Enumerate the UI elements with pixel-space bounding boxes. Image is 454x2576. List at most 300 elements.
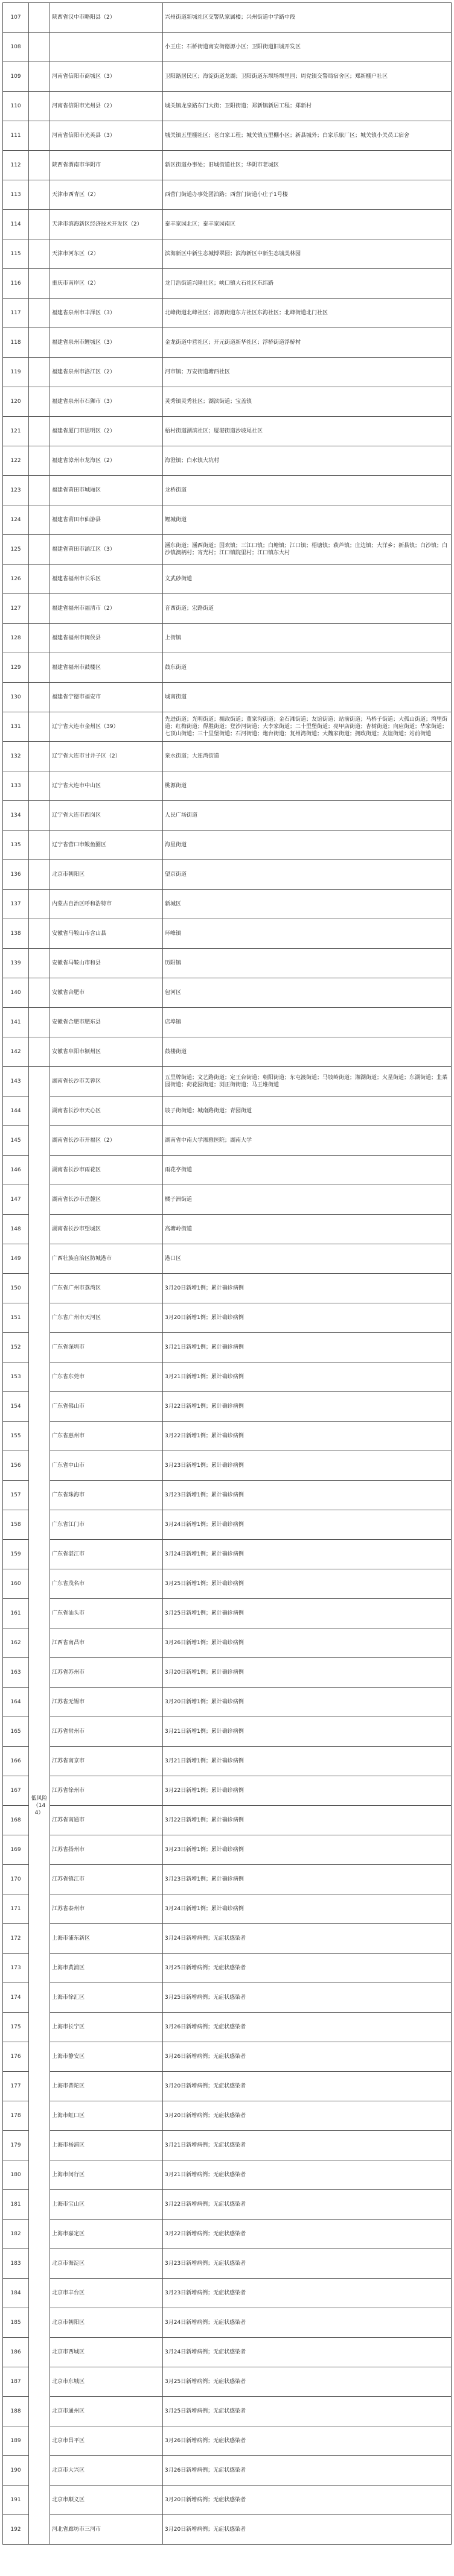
table-row <box>3 387 452 417</box>
row-number: 108 <box>3 33 29 62</box>
area-detail: 龙桥街道 <box>163 476 452 505</box>
area-detail: 小王庄；石桥街道南安街德源小区；卫阳街道旧城开发区 <box>163 33 452 62</box>
area-detail: 3月25日新增病例；无症状感染者 <box>163 1983 452 2013</box>
row-number: 177 <box>3 2072 29 2101</box>
area-detail: 城关镇龙泉路东门大街；卫阳街道；郑新镇新居工程；郑新村 <box>163 92 452 121</box>
group-cell <box>29 387 50 417</box>
table-row <box>3 1274 452 1303</box>
group-cell <box>29 771 50 801</box>
group-cell <box>29 860 50 890</box>
group-cell <box>29 180 50 210</box>
table-row <box>3 1894 452 1924</box>
table-row <box>3 151 452 180</box>
table-row <box>3 1776 452 1806</box>
row-number: 180 <box>3 2160 29 2190</box>
table-row <box>3 653 452 683</box>
row-number: 144 <box>3 1097 29 1126</box>
table-row <box>3 1510 452 1540</box>
area-name: 重庆市南岸区（2） <box>50 269 163 299</box>
area-detail: 西营门街道办事处团泊路；西营门街道小庄子1号楼 <box>163 180 452 210</box>
area-name: 福建省泉州市洛江区（2） <box>50 358 163 387</box>
row-number: 119 <box>3 358 29 387</box>
area-detail: 人民广场街道 <box>163 801 452 831</box>
table-row <box>3 1658 452 1688</box>
table-row <box>3 1097 452 1126</box>
area-name <box>50 33 163 62</box>
area-name: 江苏省南通市 <box>50 1806 163 1835</box>
area-name: 福建省泉州市鲤城区（3） <box>50 328 163 358</box>
area-detail: 河市镇；万安街道塘西社区 <box>163 358 452 387</box>
table-row <box>3 2042 452 2072</box>
row-number: 143 <box>3 1067 29 1097</box>
area-detail: 3月26日新增病例；无症状感染者 <box>163 2013 452 2042</box>
document-page <box>0 2 454 2576</box>
table-row <box>3 2426 452 2456</box>
row-number: 121 <box>3 417 29 446</box>
table-row <box>3 949 452 978</box>
group-cell <box>29 33 50 62</box>
row-number: 150 <box>3 1274 29 1303</box>
table-row <box>3 92 452 121</box>
area-name: 北京市顺义区 <box>50 2486 163 2515</box>
area-name: 广东省佛山市 <box>50 1392 163 1422</box>
row-number: 147 <box>3 1185 29 1215</box>
group-cell <box>29 210 50 239</box>
area-name: 上海市普陀区 <box>50 2072 163 2101</box>
area-detail: 城关镇五里棚社区；老白家工程；城关镇五里棚小区；新县城外；白家乐旅厂区；城关镇小关员工宿舍 <box>163 121 452 151</box>
area-detail: 3月24日新增病例；无症状感染者 <box>163 2308 452 2338</box>
table-row <box>3 2515 452 2545</box>
area-name: 安徽省马鞍山市和县 <box>50 949 163 978</box>
area-detail: 新城区 <box>163 890 452 919</box>
group-cell <box>29 446 50 476</box>
row-number: 142 <box>3 1037 29 1067</box>
area-detail: 城南街道 <box>163 683 452 712</box>
row-number: 167 <box>3 1776 29 1806</box>
area-detail: 泰丰家园北区；泰丰家园南区 <box>163 210 452 239</box>
row-number: 111 <box>3 121 29 151</box>
row-number: 170 <box>3 1865 29 1894</box>
table-row <box>3 1835 452 1865</box>
area-detail: 3月23日新增病例；无症状感染者 <box>163 2279 452 2308</box>
area-detail: 海澄镇；白水镇大坑村 <box>163 446 452 476</box>
table-row <box>3 328 452 358</box>
table-row <box>3 2249 452 2279</box>
table-row <box>3 1806 452 1835</box>
group-cell <box>29 535 50 565</box>
row-number: 134 <box>3 801 29 831</box>
area-detail: 3月25日新增病例；无症状感染者 <box>163 1954 452 1983</box>
area-detail: 3月20日新增1例；累计确诊病例 <box>163 1303 452 1333</box>
area-name: 福建省莆田市涵江区（3） <box>50 535 163 565</box>
area-detail: 3月21日新增病例；无症状感染者 <box>163 2160 452 2190</box>
area-name: 福建省莆田市城厢区 <box>50 476 163 505</box>
area-name: 安徽省阜阳市颍州区 <box>50 1037 163 1067</box>
table-row <box>3 2013 452 2042</box>
group-cell <box>29 801 50 831</box>
area-detail: 鼓东街道 <box>163 653 452 683</box>
table-row <box>3 801 452 831</box>
area-detail: 3月21日新增1例；累计确诊病例 <box>163 1362 452 1392</box>
row-number: 149 <box>3 1244 29 1274</box>
row-number: 117 <box>3 299 29 328</box>
area-name: 北京市东城区 <box>50 2367 163 2397</box>
row-number: 188 <box>3 2397 29 2426</box>
table-row <box>3 299 452 328</box>
row-number: 165 <box>3 1717 29 1747</box>
area-name: 天津市滨海新区经济技术开发区（2） <box>50 210 163 239</box>
area-detail: 先进街道；光明街道；拥政街道；董家沟街道；金石滩街道；友谊街道；站前街道；马桥子街道；大孤山街道；湾里街道；红梅街道；得胜街道；登沙河街道；大李家街道；二十里堡街道；亮甲店街道；杏树街道；向应街道；华家街道；七顶山街道；三十里堡街道；石河街道；炮台街道；复州湾街道；大魏家街道；拥政街道；友谊街道；站前街道 <box>163 712 452 742</box>
group-cell <box>29 269 50 299</box>
area-detail: 历阳镇 <box>163 949 452 978</box>
area-name: 陕西省汉中市略阳县（2） <box>50 3 163 33</box>
table-row <box>3 1215 452 1244</box>
row-number: 157 <box>3 1481 29 1510</box>
table-row <box>3 3 452 33</box>
table-row <box>3 2279 452 2308</box>
row-number: 110 <box>3 92 29 121</box>
row-number: 182 <box>3 2220 29 2249</box>
area-name: 辽宁省大连市甘井子区（2） <box>50 742 163 771</box>
area-name: 湖南省长沙市雨花区 <box>50 1156 163 1185</box>
area-detail: 雨花亭街道 <box>163 1156 452 1185</box>
row-number: 152 <box>3 1333 29 1362</box>
group-cell <box>29 62 50 92</box>
area-name: 辽宁省大连市西岗区 <box>50 801 163 831</box>
area-detail: 灵秀镇灵秀社区；湖滨街道；宝盖镇 <box>163 387 452 417</box>
row-number: 122 <box>3 446 29 476</box>
table-row <box>3 239 452 269</box>
area-name: 福建省莆田市仙游县 <box>50 505 163 535</box>
area-detail: 3月20日新增病例；无症状感染者 <box>163 2072 452 2101</box>
table-row <box>3 831 452 860</box>
table-row <box>3 1924 452 1954</box>
table-row <box>3 417 452 446</box>
group-cell <box>29 328 50 358</box>
group-cell <box>29 417 50 446</box>
area-name: 内蒙古自治区呼和浩特市 <box>50 890 163 919</box>
table-row <box>3 446 452 476</box>
area-name: 湖南省长沙市芙蓉区 <box>50 1067 163 1097</box>
area-name: 河南省信阳市光州县（2） <box>50 92 163 121</box>
table-row <box>3 978 452 1008</box>
table-row <box>3 1067 452 1097</box>
group-cell <box>29 831 50 860</box>
area-name: 广东省广州市荔湾区 <box>50 1274 163 1303</box>
area-detail: 港口区 <box>163 1244 452 1274</box>
area-name: 广东省广州市天河区 <box>50 1303 163 1333</box>
row-number: 155 <box>3 1422 29 1451</box>
table-row <box>3 1451 452 1481</box>
row-number: 136 <box>3 860 29 890</box>
row-number: 178 <box>3 2101 29 2131</box>
row-number: 151 <box>3 1303 29 1333</box>
row-number: 126 <box>3 565 29 594</box>
row-number: 163 <box>3 1658 29 1688</box>
row-number: 192 <box>3 2515 29 2545</box>
area-name: 北京市大兴区 <box>50 2456 163 2486</box>
area-name: 广东省江门市 <box>50 1510 163 1540</box>
area-name: 江苏省无锡市 <box>50 1688 163 1717</box>
area-detail: 3月21日新增病例；无症状感染者 <box>163 2131 452 2160</box>
row-number: 131 <box>3 712 29 742</box>
area-detail: 3月22日新增病例；无症状感染者 <box>163 2220 452 2249</box>
table-row <box>3 1599 452 1628</box>
area-name: 湖南省长沙市望城区 <box>50 1215 163 1244</box>
table-row <box>3 2397 452 2426</box>
area-name: 广东省茂名市 <box>50 1569 163 1599</box>
risk-area-table <box>2 2 452 2545</box>
area-name: 广东省惠州市 <box>50 1422 163 1451</box>
row-number: 132 <box>3 742 29 771</box>
area-name: 上海市闵行区 <box>50 2160 163 2190</box>
row-number: 172 <box>3 1924 29 1954</box>
table-row <box>3 1569 452 1599</box>
area-detail: 坡子街街道；城南路街道；青园街道 <box>163 1097 452 1126</box>
area-name: 福建省福州市闽侯县 <box>50 624 163 653</box>
area-detail: 音西街道；宏路街道 <box>163 594 452 624</box>
row-number: 173 <box>3 1954 29 1983</box>
area-name: 北京市通州区 <box>50 2397 163 2426</box>
table-row <box>3 2456 452 2486</box>
table-row <box>3 1244 452 1274</box>
group-cell <box>29 683 50 712</box>
table-row <box>3 771 452 801</box>
area-detail: 3月22日新增1例；累计确诊病例 <box>163 1422 452 1451</box>
group-cell <box>29 712 50 742</box>
row-number: 137 <box>3 890 29 919</box>
area-detail: 3月24日新增1例；累计确诊病例 <box>163 1894 452 1924</box>
table-row <box>3 1422 452 1451</box>
row-number: 135 <box>3 831 29 860</box>
area-detail: 梧村街道湖滨社区；厦港街道沙坡尾社区 <box>163 417 452 446</box>
area-detail: 3月21日新增1例；累计确诊病例 <box>163 1333 452 1362</box>
row-number: 154 <box>3 1392 29 1422</box>
area-name: 江西省南昌市 <box>50 1628 163 1658</box>
row-number: 184 <box>3 2279 29 2308</box>
row-number: 183 <box>3 2249 29 2279</box>
table-row <box>3 1628 452 1658</box>
table-row <box>3 505 452 535</box>
row-number: 189 <box>3 2426 29 2456</box>
area-detail: 3月25日新增病例；无症状感染者 <box>163 2367 452 2397</box>
table-row <box>3 1392 452 1422</box>
table-row <box>3 33 452 62</box>
area-name: 上海市嘉定区 <box>50 2220 163 2249</box>
area-detail: 店埠镇 <box>163 1008 452 1037</box>
area-name: 上海市宝山区 <box>50 2190 163 2220</box>
row-number: 140 <box>3 978 29 1008</box>
row-number: 145 <box>3 1126 29 1156</box>
area-detail: 卫阳路居民区；海淀街道龙湖；卫阳街道东坝场坝里园；周党镇交警局宿舍区；郑新棚户社区 <box>163 62 452 92</box>
row-number: 187 <box>3 2367 29 2397</box>
area-detail: 五里牌街道；文艺路街道；定王台街道；朝阳街道；东屯渡街道；马坡岭街道；湘湖街道；火星街道；东湖街道；韭菜园街道；荷花园街道；浏正街街道；马王堆街道 <box>163 1067 452 1097</box>
row-number: 148 <box>3 1215 29 1244</box>
table-row <box>3 1747 452 1776</box>
area-detail: 3月20日新增1例；累计确诊病例 <box>163 1688 452 1717</box>
row-number: 116 <box>3 269 29 299</box>
row-number: 141 <box>3 1008 29 1037</box>
row-number: 162 <box>3 1628 29 1658</box>
row-number: 107 <box>3 3 29 33</box>
row-number: 113 <box>3 180 29 210</box>
group-cell <box>29 594 50 624</box>
area-detail: 3月23日新增1例；累计确诊病例 <box>163 1481 452 1510</box>
area-detail: 涵东街道；涵西街道；国欢镇；三江口镇；白塘镇；江口镇；梧塘镇；萩芦镇；庄边镇；大洋乡；新县镇；白沙镇；白沙镇澳柄村；宵光村；江口镇院里村；江口镇东大村 <box>163 535 452 565</box>
row-number: 176 <box>3 2042 29 2072</box>
area-detail: 3月26日新增病例；无症状感染者 <box>163 2042 452 2072</box>
group-cell <box>29 565 50 594</box>
row-number: 129 <box>3 653 29 683</box>
table-row <box>3 742 452 771</box>
area-detail: 金龙街道中营社区；开元街道新华社区；浮桥街道浮桥村 <box>163 328 452 358</box>
group-cell <box>29 358 50 387</box>
area-name: 北京市昌平区 <box>50 2426 163 2456</box>
table-row <box>3 1126 452 1156</box>
area-detail: 兴州街道新城社区交警队家属楼；兴州街道中学路中段 <box>163 3 452 33</box>
row-number: 128 <box>3 624 29 653</box>
area-detail: 3月24日新增1例；累计确诊病例 <box>163 1510 452 1540</box>
area-name: 广东省中山市 <box>50 1451 163 1481</box>
row-number: 158 <box>3 1510 29 1540</box>
row-number: 168 <box>3 1806 29 1835</box>
row-number: 186 <box>3 2338 29 2367</box>
area-name: 北京市朝阳区 <box>50 860 163 890</box>
group-cell <box>29 890 50 919</box>
area-name: 江苏省扬州市 <box>50 1835 163 1865</box>
area-detail: 龙门浩街道兴隆社区；峡口镇大石社区东纬路 <box>163 269 452 299</box>
row-number: 160 <box>3 1569 29 1599</box>
table-row <box>3 62 452 92</box>
area-name: 北京市朝阳区 <box>50 2308 163 2338</box>
area-detail: 新区街道办事处；旧城街道社区；华阴市老城区 <box>163 151 452 180</box>
area-detail: 橘子洲街道 <box>163 1185 452 1215</box>
row-number: 159 <box>3 1540 29 1569</box>
row-number: 181 <box>3 2190 29 2220</box>
row-number: 161 <box>3 1599 29 1628</box>
table-row <box>3 1865 452 1894</box>
area-name: 江苏省徐州市 <box>50 1776 163 1806</box>
area-name: 广东省深圳市 <box>50 1333 163 1362</box>
area-detail: 海星街道 <box>163 831 452 860</box>
row-number: 120 <box>3 387 29 417</box>
row-number: 124 <box>3 505 29 535</box>
table-row <box>3 1983 452 2013</box>
table-row <box>3 1954 452 1983</box>
area-detail: 3月20日新增病例；无症状感染者 <box>163 2486 452 2515</box>
area-detail: 3月25日新增1例；累计确诊病例 <box>163 1569 452 1599</box>
table-row <box>3 121 452 151</box>
area-detail: 3月23日新增1例；累计确诊病例 <box>163 1451 452 1481</box>
area-name: 江苏省镇江市 <box>50 1865 163 1894</box>
table-row <box>3 919 452 949</box>
row-number: 190 <box>3 2456 29 2486</box>
row-number: 114 <box>3 210 29 239</box>
table-row <box>3 2072 452 2101</box>
row-number: 169 <box>3 1835 29 1865</box>
area-detail: 3月22日新增1例；累计确诊病例 <box>163 1392 452 1422</box>
area-name: 安徽省合肥市肥东县 <box>50 1008 163 1037</box>
risk-area-table-body <box>3 3 452 2545</box>
area-name: 辽宁省营口市鲅鱼圈区 <box>50 831 163 860</box>
group-cell <box>29 121 50 151</box>
area-detail: 3月20日新增病例；无症状感染者 <box>163 2101 452 2131</box>
area-detail: 3月24日新增病例；无症状感染者 <box>163 2338 452 2367</box>
area-detail: 环峰镇 <box>163 919 452 949</box>
area-detail: 高塘岭街道 <box>163 1215 452 1244</box>
row-number: 185 <box>3 2308 29 2338</box>
area-detail: 3月25日新增病例；无症状感染者 <box>163 2397 452 2426</box>
group-cell <box>29 505 50 535</box>
area-name: 上海市杨浦区 <box>50 2131 163 2160</box>
area-name: 河南省信阳市光英县（3） <box>50 121 163 151</box>
table-row <box>3 2338 452 2367</box>
area-detail: 3月24日新增病例；无症状感染者 <box>163 1924 452 1954</box>
area-name: 安徽省合肥市 <box>50 978 163 1008</box>
area-name: 河南省信阳市商城区（3） <box>50 62 163 92</box>
group-cell <box>29 239 50 269</box>
group-cell <box>29 92 50 121</box>
table-row <box>3 269 452 299</box>
table-row <box>3 1303 452 1333</box>
risk-level-group-label: 低风险（144） <box>29 1067 50 2545</box>
table-row <box>3 358 452 387</box>
group-cell <box>29 1008 50 1037</box>
area-name: 福建省泉州市石狮市（3） <box>50 387 163 417</box>
area-name: 北京市西城区 <box>50 2338 163 2367</box>
table-row <box>3 860 452 890</box>
group-cell <box>29 151 50 180</box>
area-detail: 泉水街道；大连湾街道 <box>163 742 452 771</box>
table-row <box>3 180 452 210</box>
table-row <box>3 1362 452 1392</box>
table-row <box>3 2101 452 2131</box>
row-number: 109 <box>3 62 29 92</box>
row-number: 125 <box>3 535 29 565</box>
area-detail: 3月22日新增1例；累计确诊病例 <box>163 1806 452 1835</box>
group-cell <box>29 1037 50 1067</box>
row-number: 156 <box>3 1451 29 1481</box>
area-name: 福建省厦门市思明区（2） <box>50 417 163 446</box>
area-detail: 北峰街道北峰社区；清源街道东方社区东海社区；北峰街道北门社区 <box>163 299 452 328</box>
area-detail: 3月20日新增1例；累计确诊病例 <box>163 1274 452 1303</box>
table-row <box>3 594 452 624</box>
area-name: 上海市虹口区 <box>50 2101 163 2131</box>
area-detail: 文武砂街道 <box>163 565 452 594</box>
area-name: 安徽省马鞍山市含山县 <box>50 919 163 949</box>
area-detail: 鼓楼街道 <box>163 1037 452 1067</box>
area-name: 福建省福州市福清市（2） <box>50 594 163 624</box>
row-number: 153 <box>3 1362 29 1392</box>
area-name: 上海市黄浦区 <box>50 1954 163 1983</box>
area-name: 广东省湛江市 <box>50 1540 163 1569</box>
row-number: 112 <box>3 151 29 180</box>
area-name: 辽宁省大连市金州区（39） <box>50 712 163 742</box>
group-cell <box>29 299 50 328</box>
area-name: 北京市海淀区 <box>50 2249 163 2279</box>
area-name: 上海市静安区 <box>50 2042 163 2072</box>
table-row <box>3 683 452 712</box>
row-number: 127 <box>3 594 29 624</box>
table-row <box>3 1540 452 1569</box>
area-name: 江苏省苏州市 <box>50 1658 163 1688</box>
area-detail: 3月26日新增1例；累计确诊病例 <box>163 1628 452 1658</box>
area-name: 江苏省南京市 <box>50 1747 163 1776</box>
row-number: 166 <box>3 1747 29 1776</box>
area-detail: 望京街道 <box>163 860 452 890</box>
area-name: 河北省廊坊市三河市 <box>50 2515 163 2545</box>
group-cell <box>29 3 50 33</box>
